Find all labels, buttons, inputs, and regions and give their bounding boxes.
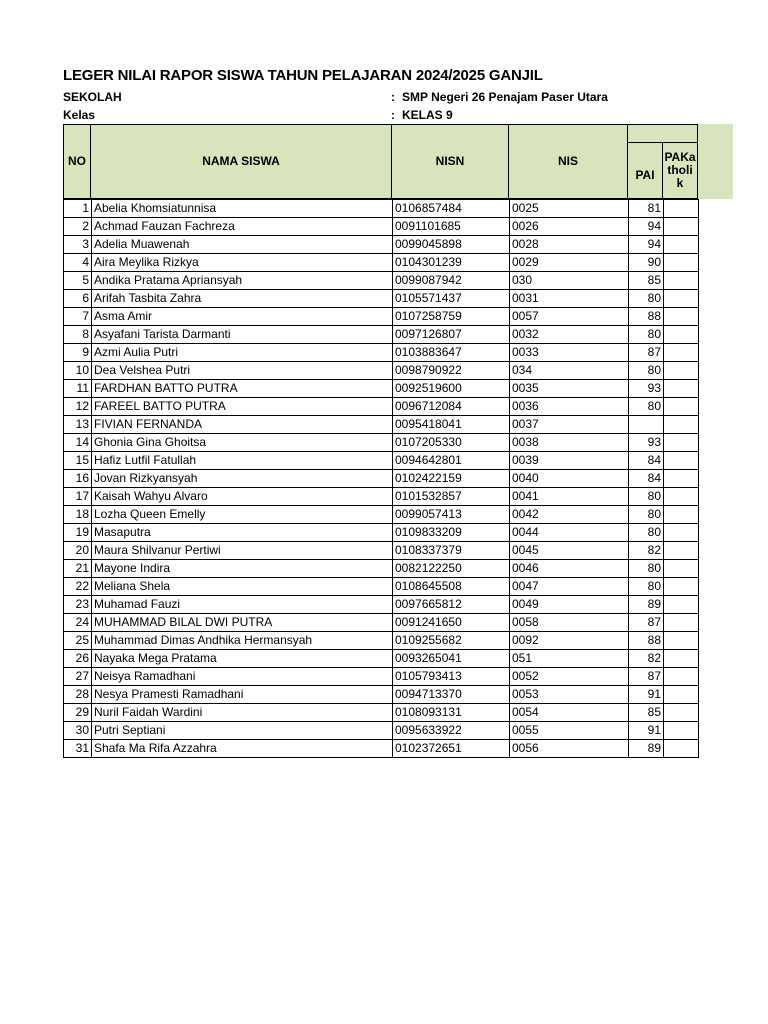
row-pai: 93	[629, 434, 664, 452]
row-nis: 0054	[510, 704, 629, 722]
row-pak	[664, 380, 699, 398]
row-nisn: 0095633922	[393, 722, 510, 740]
table-row	[64, 650, 699, 668]
row-pak	[664, 560, 699, 578]
row-nisn: 0108645508	[393, 578, 510, 596]
table-row	[64, 722, 699, 740]
table-row	[64, 632, 699, 650]
row-pak	[664, 398, 699, 416]
row-no: 16	[64, 470, 92, 488]
row-no: 10	[64, 362, 92, 380]
row-nis: 0029	[510, 254, 629, 272]
table-row	[64, 254, 699, 272]
table-row	[64, 578, 699, 596]
row-no: 30	[64, 722, 92, 740]
row-nisn: 0099087942	[393, 272, 510, 290]
row-pak	[664, 200, 699, 218]
row-name: Arifah Tasbita Zahra	[92, 290, 393, 308]
row-pak	[664, 272, 699, 290]
row-pak	[664, 326, 699, 344]
row-pai: 88	[629, 632, 664, 650]
table-row	[64, 668, 699, 686]
row-pai: 88	[629, 308, 664, 326]
row-nisn: 0094642801	[393, 452, 510, 470]
class-value: KELAS 9	[402, 108, 453, 122]
row-nis: 0025	[510, 200, 629, 218]
row-name: Jovan Rizkyansyah	[92, 470, 393, 488]
row-no: 2	[64, 218, 92, 236]
row-name: Mayone Indira	[92, 560, 393, 578]
row-nisn: 0096712084	[393, 398, 510, 416]
table-row	[64, 542, 699, 560]
row-name: Asyafani Tarista Darmanti	[92, 326, 393, 344]
row-no: 8	[64, 326, 92, 344]
table-row	[64, 470, 699, 488]
row-nis: 0092	[510, 632, 629, 650]
row-no: 28	[64, 686, 92, 704]
row-nisn: 0091101685	[393, 218, 510, 236]
row-nis: 0039	[510, 452, 629, 470]
row-nisn: 0099045898	[393, 236, 510, 254]
table-row	[64, 740, 699, 758]
header-name: NAMA SISWA	[90, 124, 392, 199]
row-pai: 82	[629, 542, 664, 560]
row-pak	[664, 614, 699, 632]
row-no: 20	[64, 542, 92, 560]
row-pak	[664, 650, 699, 668]
row-no: 19	[64, 524, 92, 542]
row-nisn: 0093265041	[393, 650, 510, 668]
row-nisn: 0105793413	[393, 668, 510, 686]
row-nisn: 0102422159	[393, 470, 510, 488]
row-pak	[664, 416, 699, 434]
row-pai: 87	[629, 344, 664, 362]
row-pak	[664, 740, 699, 758]
row-pak	[664, 290, 699, 308]
header-nisn: NISN	[391, 124, 509, 199]
row-pak	[664, 542, 699, 560]
header-no: NO	[63, 124, 91, 199]
row-pai: 84	[629, 470, 664, 488]
row-nisn: 0082122250	[393, 560, 510, 578]
document-title: LEGER NILAI RAPOR SISWA TAHUN PELAJARAN 2024/2025 GANJIL	[63, 67, 543, 84]
row-no: 7	[64, 308, 92, 326]
row-nisn: 0099057413	[393, 506, 510, 524]
row-nisn: 0107258759	[393, 308, 510, 326]
row-nisn: 0109833209	[393, 524, 510, 542]
row-name: Neisya Ramadhani	[92, 668, 393, 686]
row-pai: 80	[629, 560, 664, 578]
row-nis: 030	[510, 272, 629, 290]
row-nisn: 0104301239	[393, 254, 510, 272]
table-row	[64, 452, 699, 470]
row-pak	[664, 470, 699, 488]
row-pak	[664, 704, 699, 722]
row-pak	[664, 362, 699, 380]
row-pai: 81	[629, 200, 664, 218]
row-pak	[664, 218, 699, 236]
table-row	[64, 380, 699, 398]
row-no: 6	[64, 290, 92, 308]
row-name: Shafa Ma Rifa Azzahra	[92, 740, 393, 758]
header-pak: PAKa tholi k	[662, 142, 698, 199]
row-pai	[629, 416, 664, 434]
row-pai: 87	[629, 668, 664, 686]
row-nis: 0055	[510, 722, 629, 740]
row-name: Aira Meylika Rizkya	[92, 254, 393, 272]
table-row	[64, 614, 699, 632]
table-row	[64, 290, 699, 308]
row-pak	[664, 506, 699, 524]
row-nis: 0058	[510, 614, 629, 632]
row-no: 31	[64, 740, 92, 758]
table-row	[64, 488, 699, 506]
row-nisn: 0094713370	[393, 686, 510, 704]
row-pak	[664, 434, 699, 452]
table-row	[64, 344, 699, 362]
row-no: 24	[64, 614, 92, 632]
row-nis: 0056	[510, 740, 629, 758]
row-nis: 0052	[510, 668, 629, 686]
row-pak	[664, 524, 699, 542]
table-row	[64, 560, 699, 578]
class-colon: :	[391, 108, 395, 122]
row-pai: 89	[629, 740, 664, 758]
row-nis: 0032	[510, 326, 629, 344]
row-name: Meliana Shela	[92, 578, 393, 596]
row-nis: 0044	[510, 524, 629, 542]
row-no: 18	[64, 506, 92, 524]
row-no: 14	[64, 434, 92, 452]
row-pak	[664, 254, 699, 272]
row-pak	[664, 488, 699, 506]
row-no: 26	[64, 650, 92, 668]
row-nis: 0042	[510, 506, 629, 524]
row-pai: 93	[629, 380, 664, 398]
row-nisn: 0102372651	[393, 740, 510, 758]
row-name: Azmi Aulia Putri	[92, 344, 393, 362]
row-no: 13	[64, 416, 92, 434]
table-row	[64, 686, 699, 704]
row-name: Dea Velshea Putri	[92, 362, 393, 380]
row-name: Muhamad Fauzi	[92, 596, 393, 614]
row-name: Achmad Fauzan Fachreza	[92, 218, 393, 236]
table-row	[64, 308, 699, 326]
row-nis: 0046	[510, 560, 629, 578]
row-pai: 80	[629, 290, 664, 308]
row-pak	[664, 308, 699, 326]
row-name: MUHAMMAD BILAL DWI PUTRA	[92, 614, 393, 632]
grades-table	[63, 199, 699, 758]
row-name: Asma Amir	[92, 308, 393, 326]
row-name: Maura Shilvanur Pertiwi	[92, 542, 393, 560]
row-pak	[664, 344, 699, 362]
row-pai: 85	[629, 272, 664, 290]
table-row	[64, 596, 699, 614]
row-name: FAREEL BATTO PUTRA	[92, 398, 393, 416]
row-no: 5	[64, 272, 92, 290]
row-nisn: 0107205330	[393, 434, 510, 452]
row-no: 3	[64, 236, 92, 254]
row-pai: 89	[629, 596, 664, 614]
table-row	[64, 200, 699, 218]
row-nis: 034	[510, 362, 629, 380]
row-nisn: 0103883647	[393, 344, 510, 362]
row-name: Nayaka Mega Pratama	[92, 650, 393, 668]
row-no: 15	[64, 452, 92, 470]
row-nisn: 0105571437	[393, 290, 510, 308]
row-name: FIVIAN FERNANDA	[92, 416, 393, 434]
row-pai: 84	[629, 452, 664, 470]
table-row	[64, 272, 699, 290]
school-label: SEKOLAH	[63, 90, 122, 104]
row-name: Kaisah Wahyu Alvaro	[92, 488, 393, 506]
table-row	[64, 434, 699, 452]
row-nis: 0040	[510, 470, 629, 488]
row-pak	[664, 452, 699, 470]
row-name: Lozha Queen Emelly	[92, 506, 393, 524]
row-pai: 80	[629, 524, 664, 542]
row-nisn: 0109255682	[393, 632, 510, 650]
row-nisn: 0097126807	[393, 326, 510, 344]
row-no: 27	[64, 668, 92, 686]
row-pai: 82	[629, 650, 664, 668]
row-nisn: 0092519600	[393, 380, 510, 398]
row-name: Abelia Khomsiatunnisa	[92, 200, 393, 218]
row-name: Ghonia Gina Ghoitsa	[92, 434, 393, 452]
row-pak	[664, 578, 699, 596]
row-no: 9	[64, 344, 92, 362]
row-no: 21	[64, 560, 92, 578]
row-pai: 91	[629, 722, 664, 740]
row-no: 23	[64, 596, 92, 614]
row-pai: 80	[629, 398, 664, 416]
row-nis: 0041	[510, 488, 629, 506]
row-pak	[664, 632, 699, 650]
row-name: Hafiz Lutfil Fatullah	[92, 452, 393, 470]
grades-table-body	[64, 200, 699, 758]
row-nis: 0047	[510, 578, 629, 596]
row-nis: 0037	[510, 416, 629, 434]
row-pai: 85	[629, 704, 664, 722]
row-pai: 80	[629, 488, 664, 506]
table-row	[64, 398, 699, 416]
row-name: Adelia Muawenah	[92, 236, 393, 254]
row-nis: 0038	[510, 434, 629, 452]
row-no: 29	[64, 704, 92, 722]
row-no: 11	[64, 380, 92, 398]
row-nis: 0045	[510, 542, 629, 560]
row-pai: 94	[629, 218, 664, 236]
row-no: 22	[64, 578, 92, 596]
row-name: Nuril Faidah Wardini	[92, 704, 393, 722]
row-name: Masaputra	[92, 524, 393, 542]
row-nisn: 0097665812	[393, 596, 510, 614]
row-nis: 0033	[510, 344, 629, 362]
row-no: 4	[64, 254, 92, 272]
row-nisn: 0106857484	[393, 200, 510, 218]
row-nis: 0057	[510, 308, 629, 326]
row-name: Andika Pratama Apriansyah	[92, 272, 393, 290]
row-nis: 0049	[510, 596, 629, 614]
row-pai: 91	[629, 686, 664, 704]
school-colon: :	[391, 90, 395, 104]
row-pai: 80	[629, 326, 664, 344]
row-pak	[664, 668, 699, 686]
table-row	[64, 362, 699, 380]
header-extra-fill	[698, 124, 733, 199]
row-pai: 94	[629, 236, 664, 254]
table-row	[64, 524, 699, 542]
row-pai: 80	[629, 506, 664, 524]
row-pak	[664, 596, 699, 614]
row-nis: 0031	[510, 290, 629, 308]
row-pak	[664, 722, 699, 740]
row-nisn: 0091241650	[393, 614, 510, 632]
row-nisn: 0108337379	[393, 542, 510, 560]
row-pai: 80	[629, 578, 664, 596]
row-no: 17	[64, 488, 92, 506]
header-pai: PAI	[627, 142, 663, 199]
row-nis: 0053	[510, 686, 629, 704]
class-label: Kelas	[63, 108, 96, 122]
row-pak	[664, 236, 699, 254]
table-row	[64, 506, 699, 524]
table-row	[64, 218, 699, 236]
table-row	[64, 416, 699, 434]
row-nisn: 0098790922	[393, 362, 510, 380]
row-nisn: 0095418041	[393, 416, 510, 434]
row-no: 12	[64, 398, 92, 416]
row-pai: 90	[629, 254, 664, 272]
school-value: SMP Negeri 26 Penajam Paser Utara	[402, 90, 608, 104]
row-name: Putri Septiani	[92, 722, 393, 740]
row-nisn: 0101532857	[393, 488, 510, 506]
row-name: Muhammad Dimas Andhika Hermansyah	[92, 632, 393, 650]
row-nis: 0028	[510, 236, 629, 254]
row-nis: 0035	[510, 380, 629, 398]
table-row	[64, 236, 699, 254]
row-pai: 87	[629, 614, 664, 632]
row-nis: 0026	[510, 218, 629, 236]
row-nis: 0036	[510, 398, 629, 416]
table-row	[64, 704, 699, 722]
row-pak	[664, 686, 699, 704]
row-name: FARDHAN BATTO PUTRA	[92, 380, 393, 398]
header-group-blank	[627, 124, 698, 143]
row-pai: 80	[629, 362, 664, 380]
row-nisn: 0108093131	[393, 704, 510, 722]
row-nis: 051	[510, 650, 629, 668]
table-row	[64, 326, 699, 344]
header-nis: NIS	[508, 124, 628, 199]
row-no: 25	[64, 632, 92, 650]
row-no: 1	[64, 200, 92, 218]
row-name: Nesya Pramesti Ramadhani	[92, 686, 393, 704]
